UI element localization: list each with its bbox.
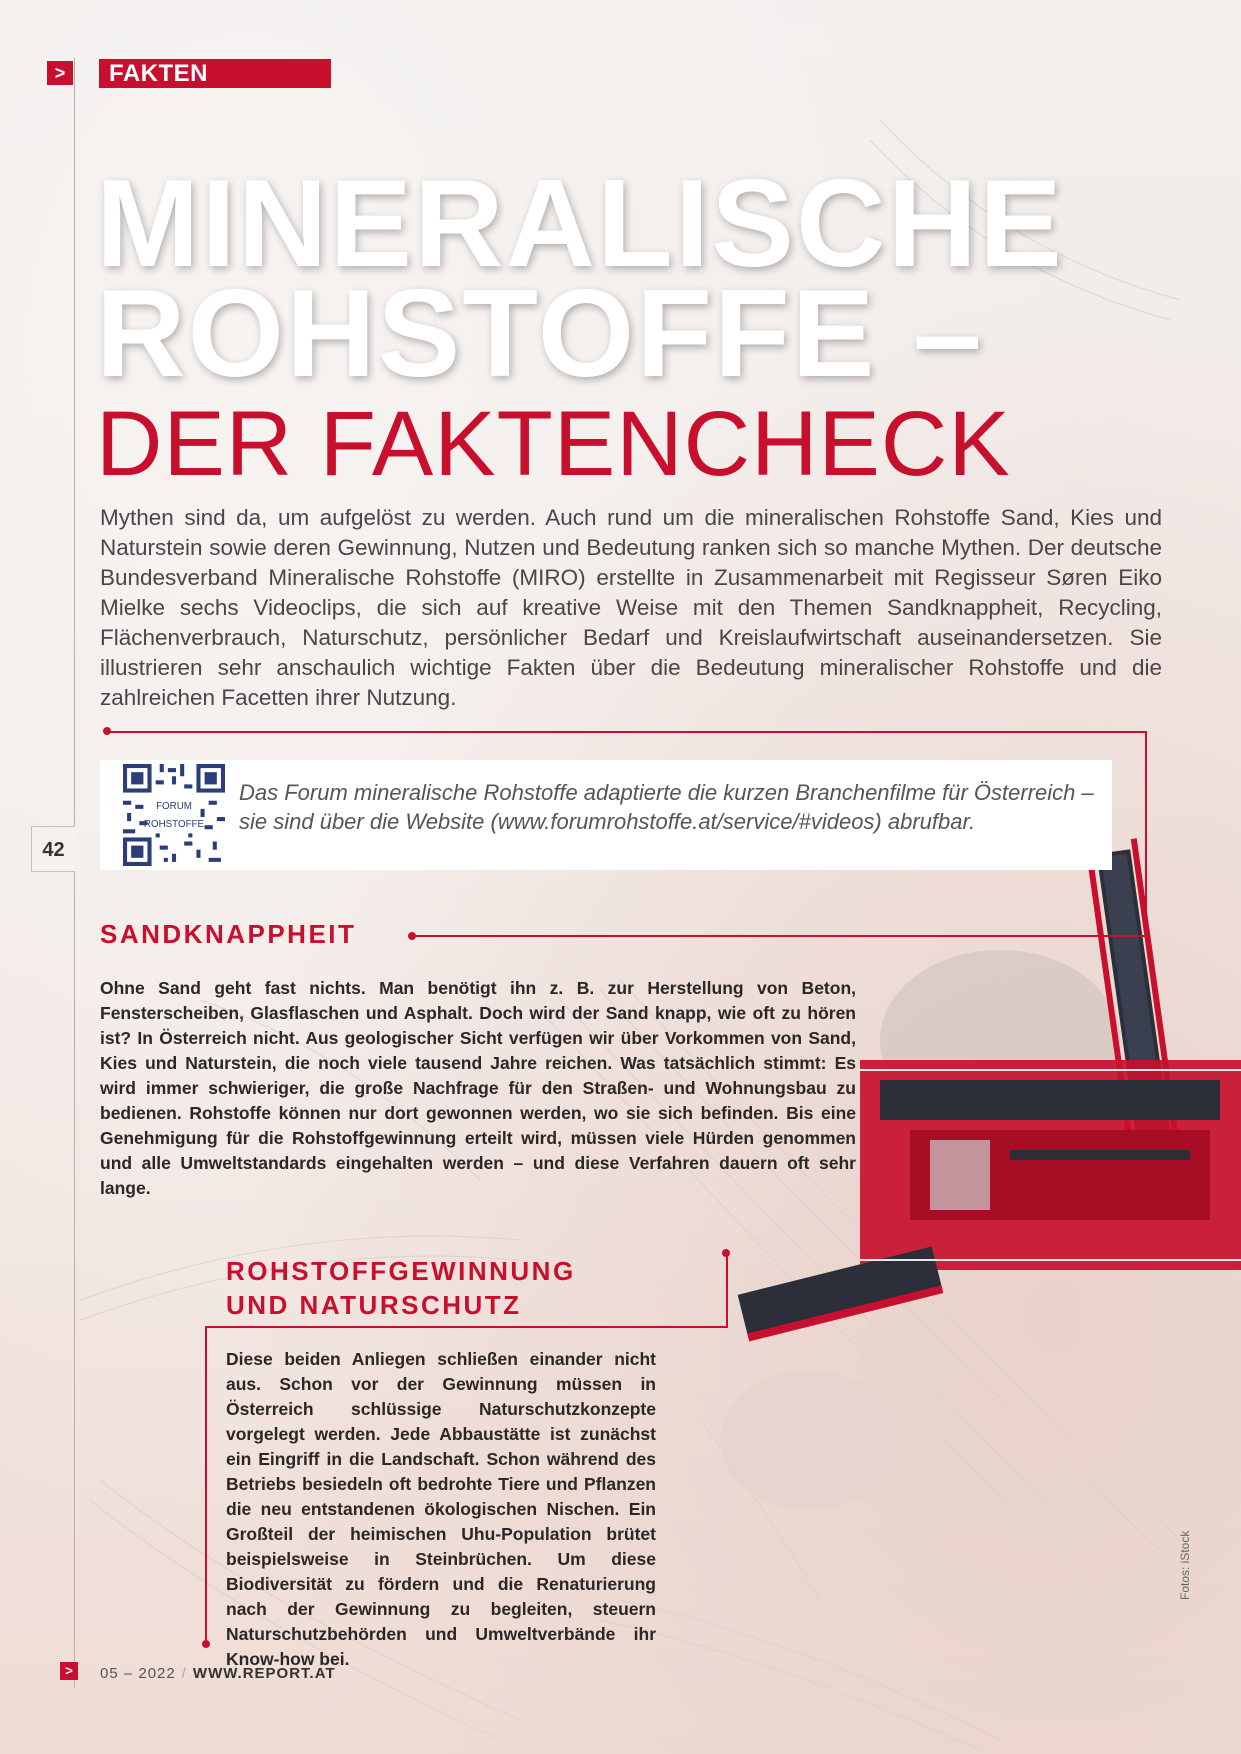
qr-code-icon[interactable] [123,764,225,866]
photo-credit: Fotos: iStock [1178,1530,1192,1600]
connector-line [1145,731,1147,937]
qr-callout-text: Das Forum mineralische Rohstoffe adaptierte die kurzen Branchenfilme für Österreich – sie sind über die Website (www.forumrohstoffe.at/service/#videos) abrufbar. [239,780,1094,834]
intro-paragraph: Mythen sind da, um aufgelöst zu werden. Auch rund um die mineralischen Rohstoffe Sand, Kies und Naturstein sowie deren Gewinnung, Nutzen und Bedeutung ranken sich so manche Mythen. Der deutsche Bundesverband Mineralische Rohstoffe (MIRO) erstellte in Zusammenarbeit mit Regisseur Søren Eiko Mielke sechs Videoclips, die sich auf kreative Weise mit den Themen Sandknappheit, Recycling, Flächenverbrauch, Naturschutz, persönlicher Bedarf und Kreislaufwirtschaft auseinandersetzen. Sie illustrieren sehr anschaulich wichtige Fakten über die Bedeutung mineralischer Rohstoffe und die zahlreichen Facetten ihrer Nutzung. [100,505,1162,710]
connector-line [726,1253,728,1328]
section-heading-rohstoffgewinnung: ROHSTOFFGEWINNUNG [226,1256,576,1286]
section-body-sandknappheit: Ohne Sand geht fast nichts. Man benötigt ihn z. B. zur Herstellung von Beton, Fensterscheiben, Glasflaschen und Asphalt. Doch wird der Sand knapp, wie oft zu hören ist? In Österreich nicht. Aus geologischer Sicht verfügen wir über Vorkommen von Sand, Kies und Naturstein, die noch viele tausend Jahre reichen. Was tatsächlich stimmt: Es wird immer schwieriger, die große Nachfrage für den Straßen- und Wohnungsbau zu bedienen. Rohstoffe können nur dort gewonnen werden, wo sie sich befinden. Bis eine Genehmigung für die Rohstoffgewinnung erteilt wird, müssen viele Hürden genommen und alle Umweltstandards eingehalten werden – und diese Verfahren dauern oft sehr lange. [100,978,856,1198]
section-heading-naturschutz: UND NATURSCHUTZ [226,1290,522,1320]
left-margin-rule [74,58,75,1688]
footer-website-link[interactable]: WWW.REPORT.AT [192,1665,336,1682]
section-body-naturschutz: Diese beiden Anliegen schließen einander nicht aus. Schon vor der Gewinnung müssen in Österreich schlüssige Naturschutzkonzepte vorgelegt werden. Jede Abbaustätte ist zunächst ein Eingriff in die Landschaft. Schon während des Betriebs besiedeln oft bedrohte Tiere und Pflanzen die neu entstandenen ökologischen Nischen. Ein Großteil der heimischen Uhu-Population brütet beispielsweise in Steinbrüchen. Um diese Biodiversität zu fördern und die Renaturierung nach der Gewinnung zu begleiten, steuern Naturschutzbehörden und Umweltverbände ihr Know-how bei. [226,1349,656,1669]
connector-line [415,935,1147,937]
connector-dot [202,1640,210,1648]
page-number: 42 [31,826,75,872]
headline-line-1: MINERALISCHE [96,155,1064,293]
qr-label-forum: FORUM [156,800,192,812]
headline-line-2: ROHSTOFFE – [96,265,984,403]
section-arrow-icon: > [47,61,73,85]
qr-callout-box [100,760,1112,870]
connector-dot [408,932,416,940]
footer [100,1665,336,1682]
footer-issue: 05 – 2022 [100,1665,176,1682]
footer-arrow-icon: > [60,1662,78,1680]
section-label: FAKTEN [99,59,331,88]
connector-line [205,1326,728,1328]
headline-subtitle: DER FAKTENCHECK [96,393,1011,495]
connector-line [205,1326,207,1644]
connector-line [107,731,1147,733]
section-heading-sandknappheit: SANDKNAPPHEIT [100,919,357,949]
footer-separator: / [181,1665,187,1682]
qr-label-rohstoffe: ROHSTOFFE [143,819,205,831]
